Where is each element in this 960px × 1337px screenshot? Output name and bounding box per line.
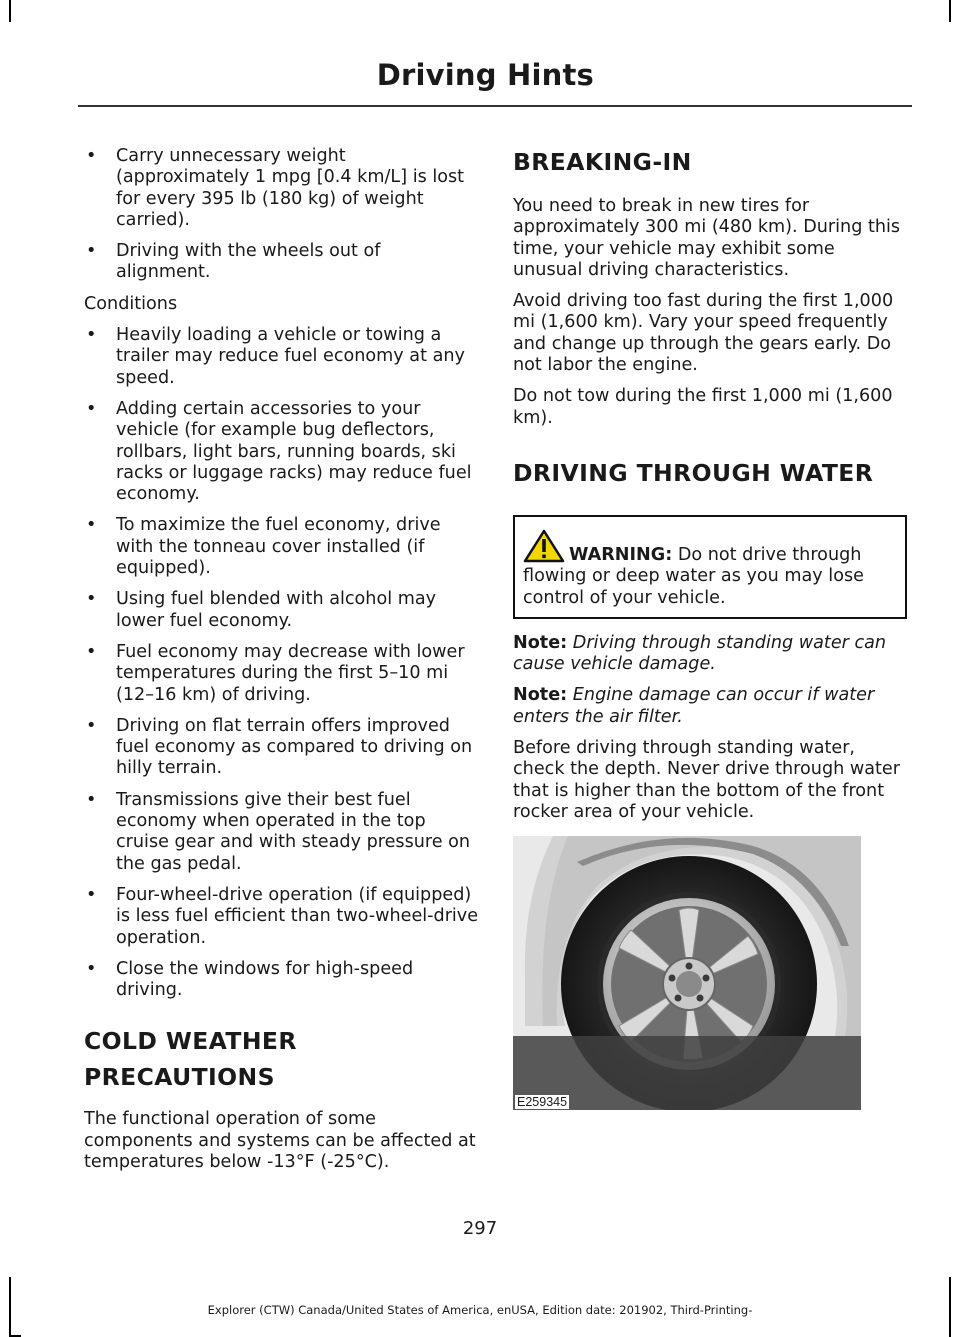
warning-triangle-icon [523,529,565,563]
warning-text: Do not drive through flowing or deep water as you may lose control of your vehicle. [523,544,864,608]
conditions-label: Conditions [84,293,178,314]
bullet-marker: • [86,884,97,905]
crop-mark-top-right [949,0,951,22]
note-1: Note: Driving through standing water can cause vehicle damage. [513,632,887,675]
breaking-in-paragraph-2: Avoid driving too fast during the first 1,000 mi (1,600 km). Vary your speed frequently and change up through the gears early. Do not labor the engine. [513,291,894,376]
breaking-in-heading: BREAKING-IN [513,148,692,176]
footer-text: Explorer (CTW) Canada/United States of America, enUSA, Edition date: 201902, Third-Printing- [207,1303,753,1317]
bullet-marker: • [86,241,97,262]
list-item: • Driving with the wheels out of alignment. [86,241,381,283]
bullet-marker: • [86,515,97,536]
bullet-marker: • [86,146,97,166]
cold-weather-text: The functional operation of some components and systems can be affected at temperatures below -13°F (-25°C). [84,1109,476,1172]
list-item: • Four-wheel-drive operation (if equipped) is less fuel efficient than two-wheel-drive operation. [86,884,479,948]
cold-weather-heading: COLD WEATHER PRECAUTIONS [84,1027,297,1092]
bullet-marker: • [86,789,97,810]
bullet-list-weight [84,146,479,284]
bullet-marker: • [86,958,97,979]
list-item: • Adding certain accessories to your vehicle (for example bug deflectors, rollbars, light bars, running boards, ski racks or luggage racks) may reduce fuel economy. [86,398,472,505]
figure-id: E259345 [517,1095,568,1109]
breaking-in-paragraph-3: Do not tow during the first 1,000 mi (1,600 km). [513,386,893,428]
header-divider [78,105,912,107]
list-item: • Using fuel blended with alcohol may lower fuel economy. [86,589,437,631]
bullet-marker: • [86,715,97,736]
list-item: • To maximize the fuel economy, drive with the tonneau cover installed (if equipped). [86,515,441,579]
driving-through-water-heading: DRIVING THROUGH WATER [513,458,874,487]
list-item: • Heavily loading a vehicle or towing a trailer may reduce fuel economy at any speed. [86,325,465,388]
list-item: • Close the windows for high-speed driving. [86,958,414,1001]
page-number: 297 [462,1218,498,1239]
note-2: Note: Engine damage can occur if water enters the air filter. [513,685,875,727]
list-item: • Fuel economy may decrease with lower temperatures during the first 5–10 mi (12–16 km) of driving. [86,641,465,705]
tire-water-illustration [513,836,861,1110]
list-item: • Driving on flat terrain offers improved fuel economy as compared to driving on hilly terrain. [86,715,473,779]
warning-label: WARNING: [569,544,673,565]
bullet-marker: • [86,398,97,419]
list-item: • Carry unnecessary weight (approximately 1 mpg [0.4 km/L] is lost for every 395 lb (180 kg) of weight carried). [86,146,465,230]
water-depth-paragraph: Before driving through standing water, check the depth. Never drive through water that is higher than the bottom of the front rocker area of your vehicle. [513,738,900,822]
breaking-in-paragraph-1: You need to break in new tires for approximately 300 mi (480 km). During this time, your vehicle may exhibit some unusual driving characteristics. [513,196,901,280]
bullet-marker: • [86,589,97,610]
list-item: • Transmissions give their best fuel economy when operated in the top cruise gear and with steady pressure on the gas pedal. [86,789,471,874]
wheel-illustration [513,836,861,1110]
page-title: Driving Hints [376,58,594,92]
crop-mark-top-left [9,0,11,22]
right-column [513,146,908,833]
warning-box [513,515,907,619]
bullet-marker: • [86,325,97,346]
left-column [84,146,479,1183]
bullet-list-conditions [84,325,479,1001]
bullet-marker: • [86,641,97,662]
